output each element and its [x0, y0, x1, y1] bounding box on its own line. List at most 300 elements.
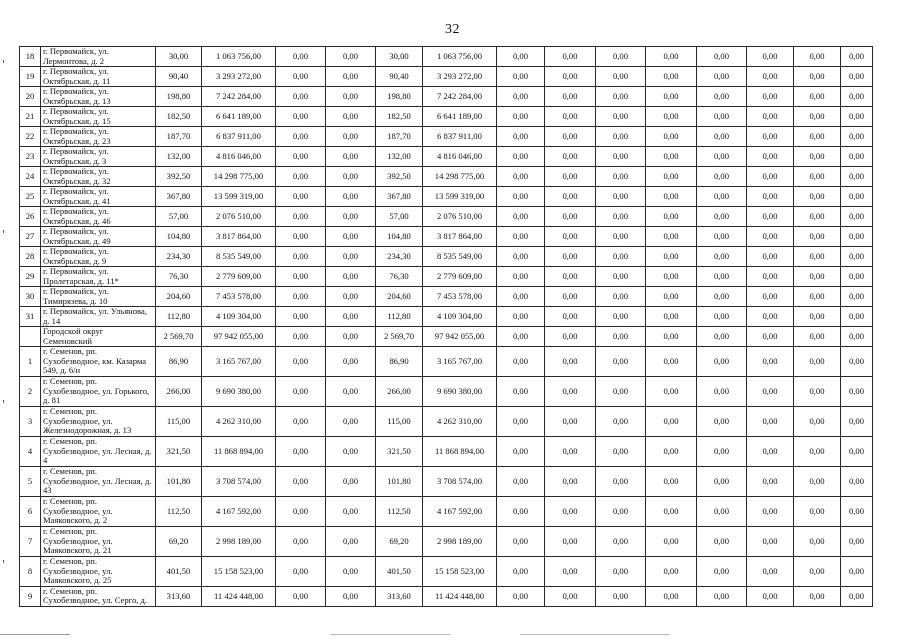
value-cell-c14: 0,00	[841, 207, 873, 227]
value-cell-c12: 0,00	[747, 527, 794, 557]
value-cell-c10: 0,00	[646, 307, 697, 327]
address-cell: г. Семенов, рп. Сухобезводное, ул. Горького, д. 81	[41, 377, 156, 407]
value-cell-c6: 2 076 510,00	[423, 207, 497, 227]
value-cell-c1: 115,00	[156, 407, 202, 437]
value-cell-c12: 0,00	[747, 107, 794, 127]
value-cell-c2: 14 298 775,00	[202, 167, 276, 187]
value-cell-c4: 0,00	[326, 287, 376, 307]
value-cell-c5: 204,60	[376, 287, 423, 307]
value-cell-c4: 0,00	[326, 587, 376, 607]
value-cell-c10: 0,00	[646, 497, 697, 527]
address-cell: г. Первомайск, ул. Октябрьская, д. 11	[41, 67, 156, 87]
value-cell-c8: 0,00	[545, 557, 596, 587]
value-cell-c4: 0,00	[326, 437, 376, 467]
value-cell-c9: 0,00	[596, 207, 646, 227]
value-cell-c1: 86,90	[156, 347, 202, 377]
value-cell-c13: 0,00	[794, 327, 841, 347]
value-cell-c5: 266,00	[376, 377, 423, 407]
value-cell-c1: 132,00	[156, 147, 202, 167]
value-cell-c13: 0,00	[794, 467, 841, 497]
value-cell-c5: 76,30	[376, 267, 423, 287]
table-row	[20, 287, 873, 307]
value-cell-c5: 2 569,70	[376, 327, 423, 347]
value-cell-c13: 0,00	[794, 437, 841, 467]
value-cell-c14: 0,00	[841, 187, 873, 207]
value-cell-c3: 0,00	[276, 47, 326, 67]
value-cell-c1: 112,80	[156, 307, 202, 327]
value-cell-c6: 2 998 189,00	[423, 527, 497, 557]
value-cell-c12: 0,00	[747, 467, 794, 497]
value-cell-c6: 8 535 549,00	[423, 247, 497, 267]
row-number-cell: 29	[20, 267, 41, 287]
value-cell-c9: 0,00	[596, 227, 646, 247]
row-number-cell: 21	[20, 107, 41, 127]
value-cell-c5: 187,70	[376, 127, 423, 147]
value-cell-c12: 0,00	[747, 247, 794, 267]
value-cell-c3: 0,00	[276, 227, 326, 247]
value-cell-c9: 0,00	[596, 267, 646, 287]
row-number-cell: 27	[20, 227, 41, 247]
value-cell-c6: 13 599 319,00	[423, 187, 497, 207]
value-cell-c13: 0,00	[794, 187, 841, 207]
value-cell-c13: 0,00	[794, 527, 841, 557]
footer-rule	[330, 634, 450, 635]
value-cell-c8: 0,00	[545, 307, 596, 327]
value-cell-c5: 367,80	[376, 187, 423, 207]
value-cell-c13: 0,00	[794, 67, 841, 87]
value-cell-c7: 0,00	[497, 247, 545, 267]
value-cell-c10: 0,00	[646, 127, 697, 147]
value-cell-c4: 0,00	[326, 167, 376, 187]
value-cell-c13: 0,00	[794, 47, 841, 67]
value-cell-c7: 0,00	[497, 557, 545, 587]
value-cell-c11: 0,00	[697, 187, 747, 207]
value-cell-c3: 0,00	[276, 467, 326, 497]
value-cell-c8: 0,00	[545, 407, 596, 437]
value-cell-c13: 0,00	[794, 247, 841, 267]
value-cell-c10: 0,00	[646, 107, 697, 127]
value-cell-c2: 4 816 046,00	[202, 147, 276, 167]
address-cell: г. Первомайск, ул. Октябрьская, д. 23	[41, 127, 156, 147]
value-cell-c7: 0,00	[497, 67, 545, 87]
value-cell-c12: 0,00	[747, 87, 794, 107]
value-cell-c6: 6 837 911,00	[423, 127, 497, 147]
value-cell-c13: 0,00	[794, 227, 841, 247]
value-cell-c10: 0,00	[646, 227, 697, 247]
table-body	[20, 47, 873, 607]
row-number-cell: 4	[20, 437, 41, 467]
value-cell-c13: 0,00	[794, 107, 841, 127]
value-cell-c5: 321,50	[376, 437, 423, 467]
value-cell-c14: 0,00	[841, 167, 873, 187]
value-cell-c12: 0,00	[747, 147, 794, 167]
value-cell-c1: 182,50	[156, 107, 202, 127]
value-cell-c4: 0,00	[326, 207, 376, 227]
row-number-cell: 25	[20, 187, 41, 207]
row-number-cell: 9	[20, 587, 41, 607]
value-cell-c3: 0,00	[276, 187, 326, 207]
value-cell-c5: 198,80	[376, 87, 423, 107]
address-cell: г. Первомайск, ул. Октябрьская, д. 32	[41, 167, 156, 187]
table-row	[20, 327, 873, 347]
value-cell-c5: 234,30	[376, 247, 423, 267]
value-cell-c5: 90,40	[376, 67, 423, 87]
value-cell-c13: 0,00	[794, 267, 841, 287]
row-number-cell: 2	[20, 377, 41, 407]
value-cell-c9: 0,00	[596, 437, 646, 467]
value-cell-c14: 0,00	[841, 467, 873, 497]
value-cell-c13: 0,00	[794, 377, 841, 407]
value-cell-c4: 0,00	[326, 377, 376, 407]
value-cell-c8: 0,00	[545, 67, 596, 87]
row-number-cell: 26	[20, 207, 41, 227]
value-cell-c1: 204,60	[156, 287, 202, 307]
table-row	[20, 267, 873, 287]
value-cell-c6: 6 641 189,00	[423, 107, 497, 127]
table-row	[20, 87, 873, 107]
value-cell-c4: 0,00	[326, 247, 376, 267]
value-cell-c5: 112,50	[376, 497, 423, 527]
value-cell-c6: 11 424 448,00	[423, 587, 497, 607]
value-cell-c8: 0,00	[545, 247, 596, 267]
value-cell-c2: 1 063 756,00	[202, 47, 276, 67]
value-cell-c12: 0,00	[747, 327, 794, 347]
address-cell: г. Семенов, рп. Сухобезводное, ул. Железнодорожная, д. 13	[41, 407, 156, 437]
value-cell-c2: 2 998 189,00	[202, 527, 276, 557]
value-cell-c14: 0,00	[841, 47, 873, 67]
value-cell-c5: 30,00	[376, 47, 423, 67]
value-cell-c12: 0,00	[747, 167, 794, 187]
value-cell-c7: 0,00	[497, 167, 545, 187]
address-cell: г. Семенов, рп. Сухобезводное, ул. Маяковского, д. 21	[41, 527, 156, 557]
value-cell-c14: 0,00	[841, 407, 873, 437]
row-number-cell: 30	[20, 287, 41, 307]
value-cell-c3: 0,00	[276, 407, 326, 437]
value-cell-c14: 0,00	[841, 437, 873, 467]
value-cell-c11: 0,00	[697, 107, 747, 127]
value-cell-c10: 0,00	[646, 287, 697, 307]
value-cell-c10: 0,00	[646, 207, 697, 227]
value-cell-c10: 0,00	[646, 247, 697, 267]
value-cell-c7: 0,00	[497, 187, 545, 207]
value-cell-c11: 0,00	[697, 127, 747, 147]
value-cell-c7: 0,00	[497, 227, 545, 247]
value-cell-c10: 0,00	[646, 327, 697, 347]
value-cell-c9: 0,00	[596, 47, 646, 67]
value-cell-c11: 0,00	[697, 147, 747, 167]
value-cell-c13: 0,00	[794, 497, 841, 527]
value-cell-c14: 0,00	[841, 147, 873, 167]
row-number-cell: 28	[20, 247, 41, 267]
value-cell-c13: 0,00	[794, 87, 841, 107]
table-row	[20, 127, 873, 147]
scan-mark	[3, 60, 4, 63]
value-cell-c8: 0,00	[545, 267, 596, 287]
value-cell-c11: 0,00	[697, 587, 747, 607]
value-cell-c12: 0,00	[747, 187, 794, 207]
value-cell-c14: 0,00	[841, 327, 873, 347]
address-cell: г. Первомайск, ул. Пролетарская, д. 11*	[41, 267, 156, 287]
scan-mark	[3, 400, 4, 403]
value-cell-c10: 0,00	[646, 437, 697, 467]
value-cell-c4: 0,00	[326, 467, 376, 497]
table-row	[20, 467, 873, 497]
value-cell-c11: 0,00	[697, 377, 747, 407]
value-cell-c13: 0,00	[794, 347, 841, 377]
value-cell-c2: 2 779 609,00	[202, 267, 276, 287]
value-cell-c2: 8 535 549,00	[202, 247, 276, 267]
value-cell-c9: 0,00	[596, 407, 646, 437]
address-cell: г. Первомайск, ул. Октябрьская, д. 3	[41, 147, 156, 167]
value-cell-c8: 0,00	[545, 107, 596, 127]
value-cell-c4: 0,00	[326, 227, 376, 247]
value-cell-c5: 392,50	[376, 167, 423, 187]
scan-mark	[3, 230, 4, 233]
value-cell-c10: 0,00	[646, 587, 697, 607]
value-cell-c4: 0,00	[326, 187, 376, 207]
value-cell-c8: 0,00	[545, 127, 596, 147]
value-cell-c2: 7 453 578,00	[202, 287, 276, 307]
value-cell-c1: 266,00	[156, 377, 202, 407]
value-cell-c8: 0,00	[545, 527, 596, 557]
value-cell-c10: 0,00	[646, 347, 697, 377]
value-cell-c5: 57,00	[376, 207, 423, 227]
value-cell-c7: 0,00	[497, 347, 545, 377]
value-cell-c5: 182,50	[376, 107, 423, 127]
value-cell-c10: 0,00	[646, 147, 697, 167]
row-number-cell: 31	[20, 307, 41, 327]
value-cell-c6: 3 708 574,00	[423, 467, 497, 497]
value-cell-c7: 0,00	[497, 527, 545, 557]
table-row	[20, 527, 873, 557]
value-cell-c9: 0,00	[596, 347, 646, 377]
row-number-cell: 8	[20, 557, 41, 587]
value-cell-c10: 0,00	[646, 67, 697, 87]
table-row	[20, 377, 873, 407]
value-cell-c3: 0,00	[276, 127, 326, 147]
row-number-cell: 3	[20, 407, 41, 437]
value-cell-c14: 0,00	[841, 587, 873, 607]
apartment-program-table	[19, 46, 873, 607]
value-cell-c14: 0,00	[841, 87, 873, 107]
value-cell-c9: 0,00	[596, 287, 646, 307]
value-cell-c4: 0,00	[326, 497, 376, 527]
value-cell-c8: 0,00	[545, 147, 596, 167]
row-number-cell: 1	[20, 347, 41, 377]
value-cell-c2: 97 942 055,00	[202, 327, 276, 347]
value-cell-c2: 11 868 894,00	[202, 437, 276, 467]
value-cell-c8: 0,00	[545, 377, 596, 407]
value-cell-c8: 0,00	[545, 347, 596, 377]
value-cell-c10: 0,00	[646, 467, 697, 497]
value-cell-c2: 4 262 310,00	[202, 407, 276, 437]
value-cell-c1: 321,50	[156, 437, 202, 467]
value-cell-c9: 0,00	[596, 187, 646, 207]
row-number-cell: 23	[20, 147, 41, 167]
address-cell: Городской округ Семеновский	[41, 327, 156, 347]
value-cell-c8: 0,00	[545, 327, 596, 347]
value-cell-c13: 0,00	[794, 307, 841, 327]
value-cell-c8: 0,00	[545, 467, 596, 497]
value-cell-c9: 0,00	[596, 377, 646, 407]
value-cell-c14: 0,00	[841, 557, 873, 587]
value-cell-c12: 0,00	[747, 267, 794, 287]
value-cell-c14: 0,00	[841, 67, 873, 87]
address-cell: г. Первомайск, ул. Октябрьская, д. 49	[41, 227, 156, 247]
value-cell-c6: 3 293 272,00	[423, 67, 497, 87]
table-row	[20, 107, 873, 127]
row-number-cell: 22	[20, 127, 41, 147]
value-cell-c4: 0,00	[326, 327, 376, 347]
value-cell-c8: 0,00	[545, 497, 596, 527]
value-cell-c8: 0,00	[545, 437, 596, 467]
value-cell-c12: 0,00	[747, 587, 794, 607]
row-number-cell: 24	[20, 167, 41, 187]
footer-rule	[0, 634, 70, 635]
value-cell-c9: 0,00	[596, 127, 646, 147]
value-cell-c3: 0,00	[276, 327, 326, 347]
value-cell-c13: 0,00	[794, 407, 841, 437]
value-cell-c11: 0,00	[697, 497, 747, 527]
value-cell-c1: 187,70	[156, 127, 202, 147]
value-cell-c2: 6 641 189,00	[202, 107, 276, 127]
page-footer-area	[0, 630, 905, 640]
footer-rule	[520, 634, 670, 635]
value-cell-c9: 0,00	[596, 557, 646, 587]
row-number-cell: 5	[20, 467, 41, 497]
value-cell-c3: 0,00	[276, 67, 326, 87]
value-cell-c3: 0,00	[276, 287, 326, 307]
value-cell-c6: 97 942 055,00	[423, 327, 497, 347]
value-cell-c7: 0,00	[497, 47, 545, 67]
value-cell-c11: 0,00	[697, 227, 747, 247]
value-cell-c6: 7 242 284,00	[423, 87, 497, 107]
value-cell-c6: 4 167 592,00	[423, 497, 497, 527]
value-cell-c1: 30,00	[156, 47, 202, 67]
value-cell-c1: 2 569,70	[156, 327, 202, 347]
value-cell-c8: 0,00	[545, 47, 596, 67]
value-cell-c7: 0,00	[497, 207, 545, 227]
value-cell-c4: 0,00	[326, 307, 376, 327]
value-cell-c5: 101,80	[376, 467, 423, 497]
address-cell: г. Семенов, рп. Сухобезводное, ул. Маяковского, д. 25	[41, 557, 156, 587]
value-cell-c11: 0,00	[697, 267, 747, 287]
value-cell-c7: 0,00	[497, 377, 545, 407]
value-cell-c5: 69,20	[376, 527, 423, 557]
value-cell-c12: 0,00	[747, 47, 794, 67]
value-cell-c9: 0,00	[596, 87, 646, 107]
value-cell-c11: 0,00	[697, 247, 747, 267]
value-cell-c3: 0,00	[276, 307, 326, 327]
value-cell-c12: 0,00	[747, 307, 794, 327]
value-cell-c5: 86,90	[376, 347, 423, 377]
value-cell-c8: 0,00	[545, 287, 596, 307]
value-cell-c3: 0,00	[276, 377, 326, 407]
value-cell-c1: 234,30	[156, 247, 202, 267]
value-cell-c2: 11 424 448,00	[202, 587, 276, 607]
value-cell-c4: 0,00	[326, 67, 376, 87]
value-cell-c11: 0,00	[697, 207, 747, 227]
value-cell-c12: 0,00	[747, 207, 794, 227]
value-cell-c11: 0,00	[697, 467, 747, 497]
value-cell-c7: 0,00	[497, 287, 545, 307]
value-cell-c3: 0,00	[276, 147, 326, 167]
value-cell-c7: 0,00	[497, 327, 545, 347]
value-cell-c12: 0,00	[747, 227, 794, 247]
address-cell: г. Первомайск, ул. Лермонтова, д. 2	[41, 47, 156, 67]
address-cell: г. Семенов, рп. Сухобезводное, ул. Лесная, д. 4	[41, 437, 156, 467]
value-cell-c1: 90,40	[156, 67, 202, 87]
page-number: 32	[445, 22, 460, 37]
value-cell-c10: 0,00	[646, 187, 697, 207]
value-cell-c11: 0,00	[697, 347, 747, 377]
value-cell-c9: 0,00	[596, 497, 646, 527]
value-cell-c3: 0,00	[276, 497, 326, 527]
value-cell-c3: 0,00	[276, 207, 326, 227]
value-cell-c3: 0,00	[276, 347, 326, 377]
value-cell-c8: 0,00	[545, 187, 596, 207]
value-cell-c9: 0,00	[596, 587, 646, 607]
value-cell-c1: 57,00	[156, 207, 202, 227]
scan-mark	[3, 560, 4, 563]
table-row	[20, 167, 873, 187]
value-cell-c14: 0,00	[841, 107, 873, 127]
value-cell-c6: 7 453 578,00	[423, 287, 497, 307]
value-cell-c13: 0,00	[794, 587, 841, 607]
value-cell-c7: 0,00	[497, 267, 545, 287]
value-cell-c7: 0,00	[497, 127, 545, 147]
table-row	[20, 227, 873, 247]
table-row	[20, 247, 873, 267]
address-cell: г. Первомайск, ул. Октябрьская, д. 15	[41, 107, 156, 127]
value-cell-c4: 0,00	[326, 527, 376, 557]
value-cell-c6: 4 262 310,00	[423, 407, 497, 437]
value-cell-c8: 0,00	[545, 87, 596, 107]
value-cell-c9: 0,00	[596, 327, 646, 347]
value-cell-c11: 0,00	[697, 287, 747, 307]
value-cell-c2: 2 076 510,00	[202, 207, 276, 227]
row-number-cell: 6	[20, 497, 41, 527]
value-cell-c6: 1 063 756,00	[423, 47, 497, 67]
table-row	[20, 557, 873, 587]
value-cell-c14: 0,00	[841, 227, 873, 247]
value-cell-c11: 0,00	[697, 47, 747, 67]
value-cell-c11: 0,00	[697, 67, 747, 87]
value-cell-c1: 198,80	[156, 87, 202, 107]
value-cell-c4: 0,00	[326, 87, 376, 107]
value-cell-c9: 0,00	[596, 307, 646, 327]
value-cell-c14: 0,00	[841, 127, 873, 147]
table-row	[20, 347, 873, 377]
value-cell-c3: 0,00	[276, 247, 326, 267]
value-cell-c13: 0,00	[794, 557, 841, 587]
value-cell-c4: 0,00	[326, 407, 376, 437]
value-cell-c6: 14 298 775,00	[423, 167, 497, 187]
value-cell-c11: 0,00	[697, 407, 747, 437]
value-cell-c1: 69,20	[156, 527, 202, 557]
value-cell-c3: 0,00	[276, 527, 326, 557]
value-cell-c1: 392,50	[156, 167, 202, 187]
value-cell-c7: 0,00	[497, 307, 545, 327]
value-cell-c8: 0,00	[545, 207, 596, 227]
value-cell-c4: 0,00	[326, 47, 376, 67]
value-cell-c2: 3 817 864,00	[202, 227, 276, 247]
value-cell-c9: 0,00	[596, 467, 646, 497]
value-cell-c10: 0,00	[646, 167, 697, 187]
value-cell-c14: 0,00	[841, 527, 873, 557]
value-cell-c11: 0,00	[697, 437, 747, 467]
value-cell-c2: 15 158 523,00	[202, 557, 276, 587]
